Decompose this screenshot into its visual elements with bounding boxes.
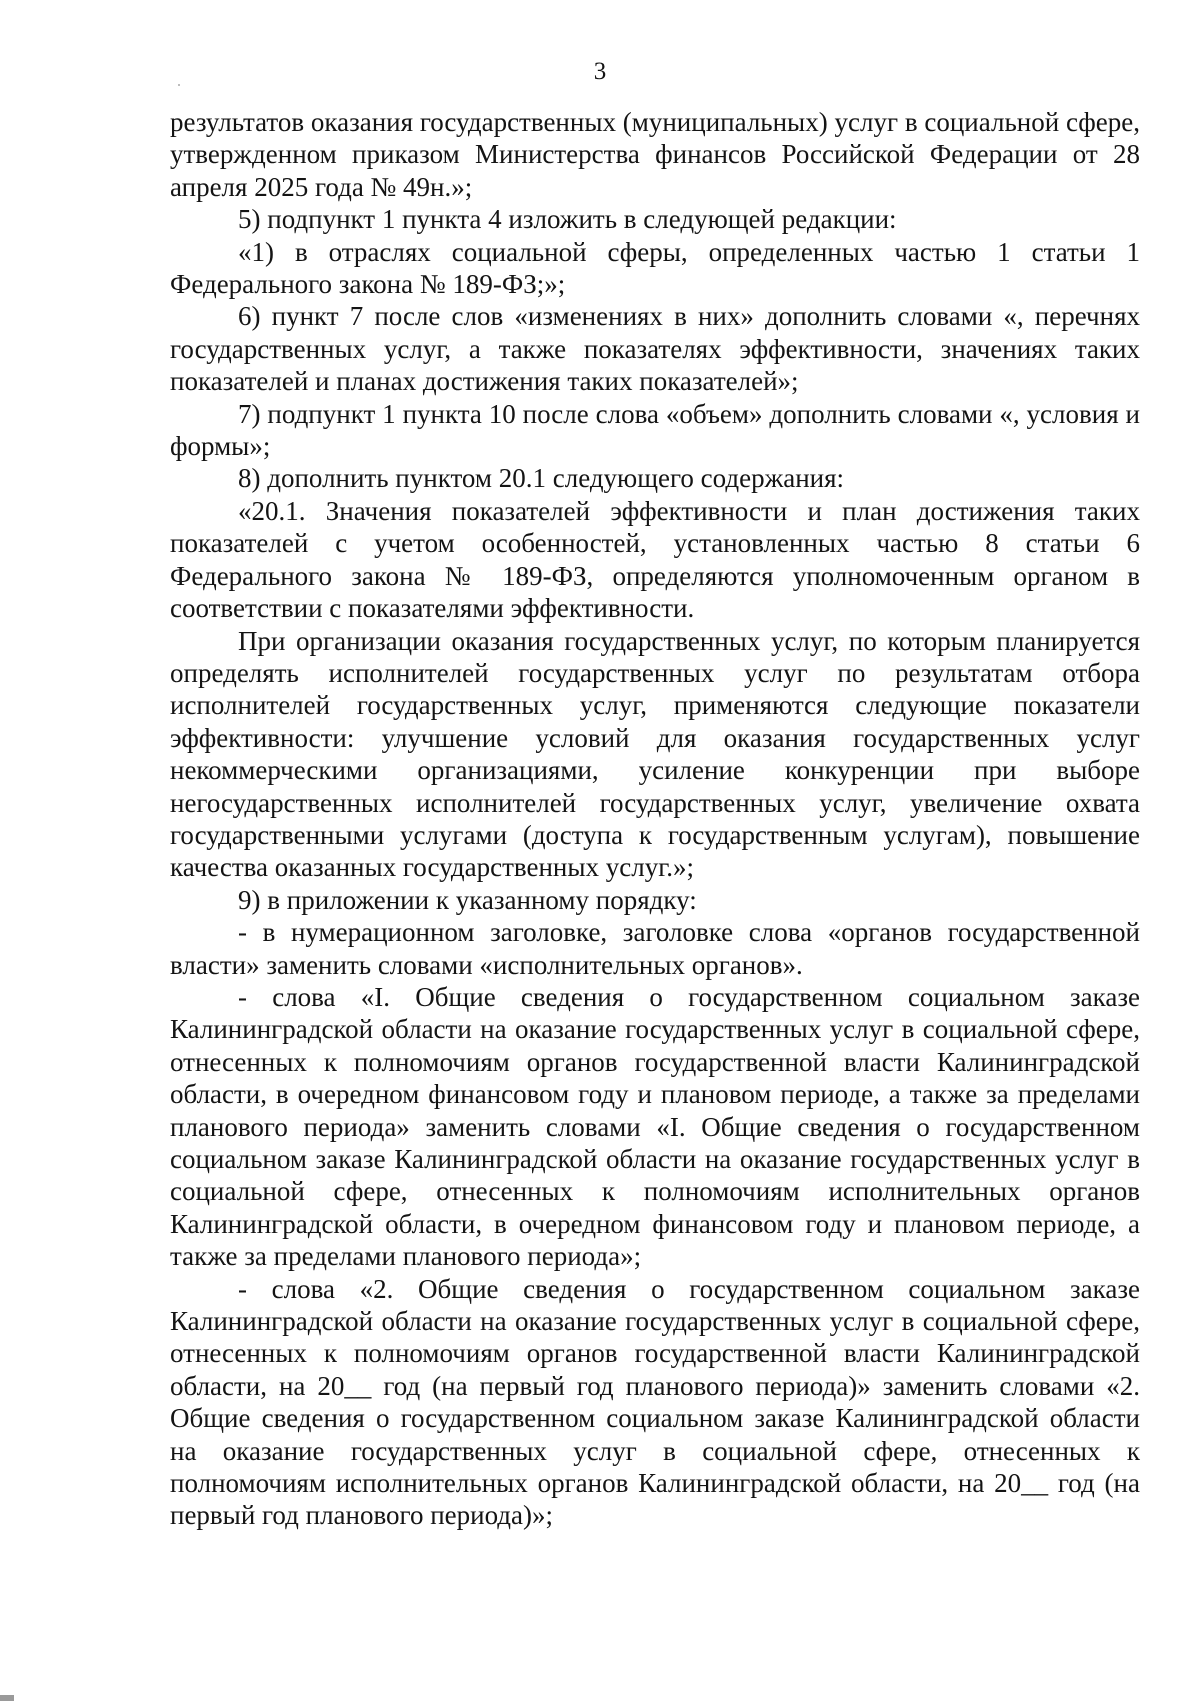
paragraph-bullet-heading: - в нумерационном заголовке, заголовке слова «органов государственной власти» заменить словами «исполнительных органов». bbox=[170, 917, 1140, 980]
paragraph-continuation: результатов оказания государственных (муниципальных) услуг в социальной сфере, утвержденном приказом Министерства финансов Российской Федерации от 28 апреля 2025 года № 49н.»; bbox=[170, 107, 1140, 202]
paragraph-item-8: 8) дополнить пунктом 20.1 следующего содержания: bbox=[238, 463, 845, 494]
paragraph-item-20-1: «20.1. Значения показателей эффективности и план достижения таких показателей с учетом особенностей, установленных частью 8 статьи 6 Федерального закона № 189-ФЗ, определяются уполномоченным органом в соответствии с показателями эффективности. bbox=[170, 495, 1140, 624]
paragraph-bullet-section-2: - слова «2. Общие сведения о государственном социальном заказе Калининградской области на оказание государственных услуг в социальной сфере, отнесенных к полномочиям органов государственной власти Калининградской области, на 20__ год (на первый год планового периода)» заменить словами «2. Общие сведения о государственном социальном заказе Калининградской области на оказание государственных услуг в социальной сфере, отнесенных к полномочиям исполнительных органов Калининградской области, на 20__ год (на первый год планового периода)»; bbox=[170, 1273, 1140, 1531]
paragraph-bullet-section-1: - слова «I. Общие сведения о государственном социальном заказе Калининградской области на оказание государственных услуг в социальной сфере, отнесенных к полномочиям органов государственной власти Калининградской области, в очередном финансовом году и плановом периоде, а также за пределами планового периода» заменить словами «I. Общие сведения о государственном социальном заказе Калининградской области на оказание государственных услуг в социальной сфере, отнесенных к полномочиям исполнительных органов Калининградской области, в очередном финансовом году и плановом периоде, а также за пределами планового периода»; bbox=[170, 981, 1140, 1272]
scan-edge-mark bbox=[0, 1695, 14, 1701]
paragraph-item-5-text: «1) в отраслях социальной сферы, определенных частью 1 статьи 1 Федерального закона № 189-ФЗ;»; bbox=[170, 236, 1140, 300]
paragraph-item-6: 6) пункт 7 после слов «изменениях в них» дополнить словами «, перечнях государственных услуг, а также показателях эффективности, значениях таких показателей и планах достижения таких показателей»; bbox=[170, 301, 1140, 397]
document-body bbox=[170, 106, 1140, 1532]
page-number: 3 bbox=[593, 58, 607, 85]
paragraph-item-7: 7) подпункт 1 пункта 10 после слова «объем» дополнить словами «, условия и формы»; bbox=[170, 398, 1140, 462]
paragraph-efficiency-indicators: При организации оказания государственных услуг, по которым планируется определять исполнителей государственных услуг по результатам отбора исполнителей государственных услуг, применяются следующие показатели эффективности: улучшение условий для оказания государственных услуг некоммерческими организациями, усиление конкуренции при выборе негосударственных исполнителей государственных услуг, увеличение охвата государственными услугами (доступа к государственным услугам), повышение качества оказанных государственных услуг.»; bbox=[170, 625, 1140, 883]
paragraph-item-9: 9) в приложении к указанному порядку: bbox=[238, 884, 697, 915]
paragraph-item-5: 5) подпункт 1 пункта 4 изложить в следующей редакции: bbox=[238, 204, 897, 235]
